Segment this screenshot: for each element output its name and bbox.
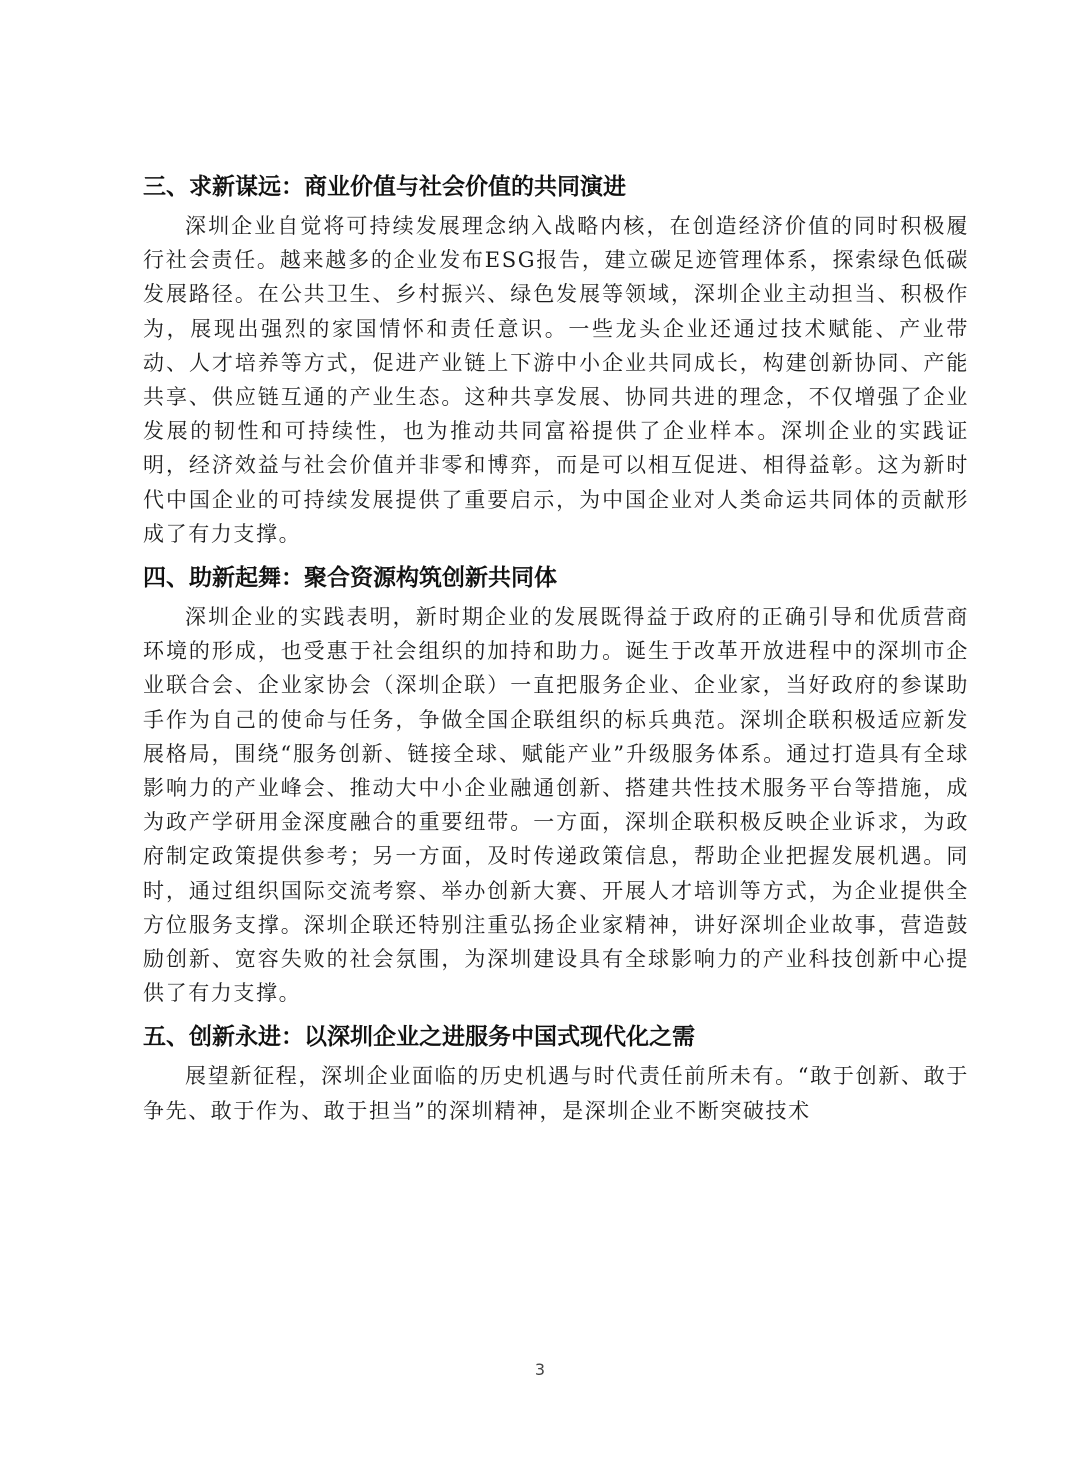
- section-paragraph-5: 展望新征程，深圳企业面临的历史机遇与时代责任前所未有。“敢于创新、敢于争先、敢于作为、敢于担当”的深圳精神，是深圳企业不断突破技术: [143, 1064, 969, 1123]
- page-content: [143, 170, 969, 1138]
- page-number: 3: [534, 1360, 546, 1379]
- section-heading-5: 五、创新永进：以深圳企业之进服务中国式现代化之需: [143, 1024, 695, 1051]
- section-heading-3: 三、求新谋远：商业价值与社会价值的共同演进: [143, 174, 626, 200]
- section-heading-4: 四、助新起舞：聚合资源构筑创新共同体: [143, 565, 557, 592]
- section-paragraph-3: 深圳企业自觉将可持续发展理念纳入战略内核，在创造经济价值的同时积极履行社会责任。越来越多的企业发布ESG报告，建立碳足迹管理体系，探索绿色低碳发展路径。在公共卫生、乡村振兴、绿色发展等领域，深圳企业主动担当、积极作为，展现出强烈的家国情怀和责任意识。一些龙头企业还通过技术赋能、产业带动、人才培养等方式，促进产业链上下游中小企业共同成长，构建创新协同、产能共享、供应链互通的产业生态。这种共享发展、协同共进的理念，不仅增强了企业发展的韧性和可持续性，也为推动共同富裕提供了企业样本。深圳企业的实践证明，经济效益与社会价值并非零和博弈，而是可以相互促进、相得益彰。这为新时代中国企业的可持续发展提供了重要启示，为中国企业对人类命运共同体的贡献形成了有力支撑。: [143, 214, 969, 546]
- section-paragraph-4: 深圳企业的实践表明，新时期企业的发展既得益于政府的正确引导和优质营商环境的形成，也受惠于社会组织的加持和助力。诞生于改革开放进程中的深圳市企业联合会、企业家协会（深圳企联）一直把服务企业、企业家，当好政府的参谋助手作为自己的使命与任务，争做全国企联组织的标兵典范。深圳企联积极适应新发展格局，围绕“服务创新、链接全球、赋能产业”升级服务体系。通过打造具有全球影响力的产业峰会、推动大中小企业融通创新、搭建共性技术服务平台等措施，成为政产学研用金深度融合的重要纽带。一方面，深圳企联积极反映企业诉求，为政府制定政策提供参考；另一方面，及时传递政策信息，帮助企业把握发展机遇。同时，通过组织国际交流考察、举办创新大赛、开展人才培训等方式，为企业提供全方位服务支撑。深圳企联还特别注重弘扬企业家精神，讲好深圳企业故事，营造鼓励创新、宽容失败的社会氛围，为深圳建设具有全球影响力的产业科技创新中心提供了有力支撑。: [143, 605, 969, 1006]
